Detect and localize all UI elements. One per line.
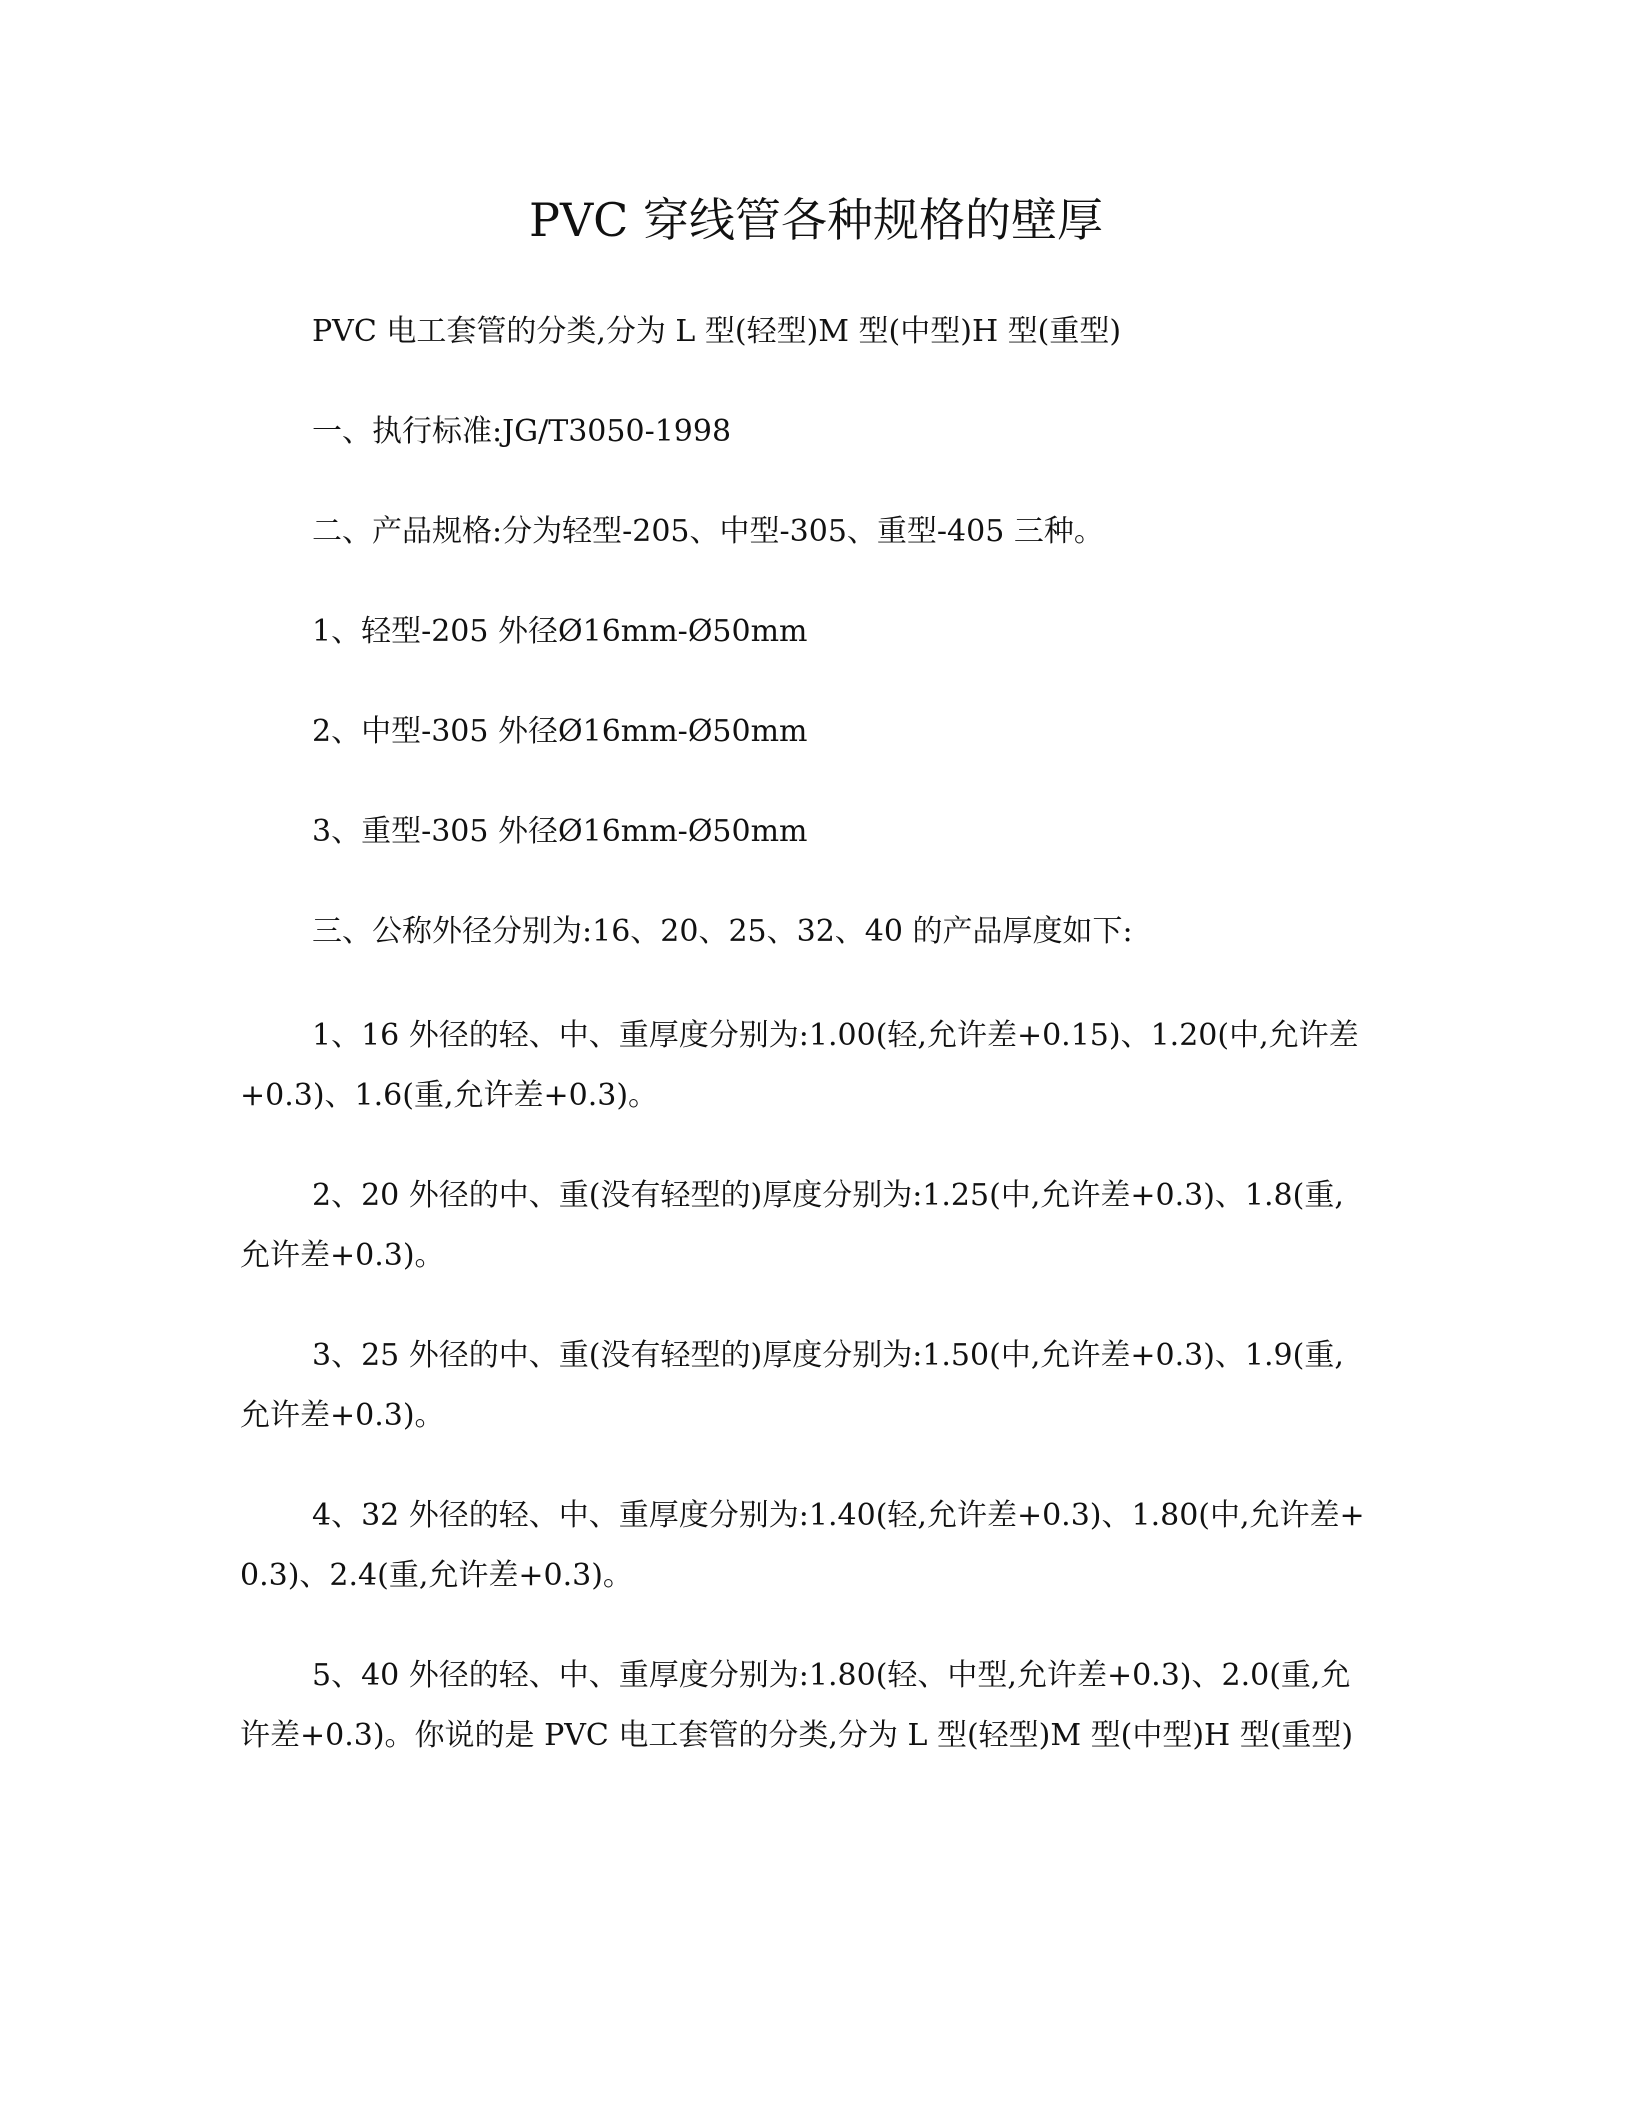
paragraph-thickness-20: 2、20 外径的中、重(没有轻型的)厚度分别为:1.25(中,允许差+0.3)、1.8(重,允许差+0.3)。 xyxy=(240,1178,1344,1273)
paragraph-medium-type: 2、中型-305 外径Ø16mm-Ø50mm xyxy=(312,714,808,749)
paragraph-classification: PVC 电工套管的分类,分为 L 型(轻型)M 型(中型)H 型(重型) xyxy=(312,314,1122,349)
paragraph-nominal-diameters: 三、公称外径分别为:16、20、25、32、40 的产品厚度如下: xyxy=(312,914,1133,949)
paragraph-thickness-25: 3、25 外径的中、重(没有轻型的)厚度分别为:1.50(中,允许差+0.3)、1.9(重,允许差+0.3)。 xyxy=(240,1338,1344,1433)
document-title: PVC 穿线管各种规格的壁厚 xyxy=(529,193,1103,247)
paragraph-thickness-32: 4、32 外径的轻、中、重厚度分别为:1.40(轻,允许差+0.3)、1.80(中,允许差+0.3)、2.4(重,允许差+0.3)。 xyxy=(240,1498,1365,1593)
paragraph-thickness-16: 1、16 外径的轻、中、重厚度分别为:1.00(轻,允许差+0.15)、1.20(中,允许差+0.3)、1.6(重,允许差+0.3)。 xyxy=(240,1018,1359,1113)
paragraph-light-type: 1、轻型-205 外径Ø16mm-Ø50mm xyxy=(312,614,808,649)
paragraph-standard: 一、执行标准:JG/T3050-1998 xyxy=(312,414,732,449)
paragraph-specifications: 二、产品规格:分为轻型-205、中型-305、重型-405 三种。 xyxy=(312,514,1104,549)
paragraph-heavy-type: 3、重型-305 外径Ø16mm-Ø50mm xyxy=(312,814,808,849)
paragraph-thickness-40: 5、40 外径的轻、中、重厚度分别为:1.80(轻、中型,允许差+0.3)、2.0(重,允许差+0.3)。你说的是 PVC 电工套管的分类,分为 L 型(轻型)M 型(中型)H 型(重型) xyxy=(240,1658,1354,1753)
